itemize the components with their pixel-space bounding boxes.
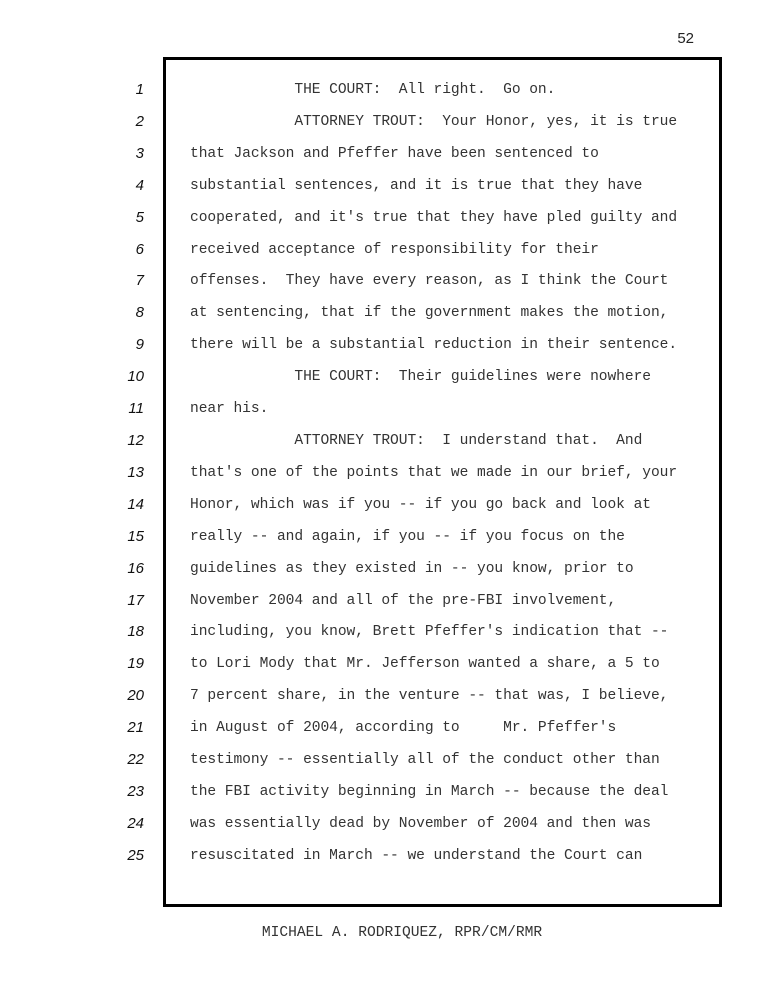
transcript-line: offenses. They have every reason, as I think the Court [190, 273, 669, 290]
transcript-line: guidelines as they existed in -- you know, prior to [190, 560, 634, 577]
line-number: 4 [135, 176, 144, 194]
line-number: 14 [127, 495, 144, 513]
line-number: 23 [127, 782, 144, 800]
transcript-line: THE COURT: All right. Go on. [190, 82, 556, 98]
line-number: 3 [135, 144, 144, 162]
transcript-line: at sentencing, that if the government makes the motion, [190, 305, 669, 322]
transcript-line: that Jackson and Pfeffer have been sentenced to [190, 145, 599, 162]
transcript-line: was essentially dead by November of 2004 and then was [190, 815, 651, 832]
transcript-line: Honor, which was if you -- if you go back and look at [190, 496, 651, 513]
line-number: 25 [127, 846, 144, 864]
transcript-line: November 2004 and all of the pre-FBI involvement, [190, 592, 617, 609]
page-number: 52 [677, 30, 694, 47]
line-number: 7 [135, 272, 144, 290]
transcript-line: received acceptance of responsibility for their [190, 241, 599, 258]
line-number: 9 [135, 336, 144, 354]
line-number: 13 [127, 463, 144, 481]
transcript-line: ATTORNEY TROUT: Your Honor, yes, it is true [190, 113, 678, 130]
transcript-line: cooperated, and it's true that they have pled guilty and [190, 209, 678, 226]
line-number: 10 [127, 368, 144, 386]
transcript-line: THE COURT: Their guidelines were nowhere [190, 369, 651, 386]
line-number-column [90, 78, 144, 876]
line-number: 8 [135, 304, 144, 322]
line-number: 20 [127, 687, 144, 705]
line-number: 12 [127, 431, 144, 449]
transcript-line: 7 percent share, in the venture -- that was, I believe, [190, 688, 669, 705]
transcript-line: the FBI activity beginning in March -- because the deal [190, 783, 669, 800]
transcript-body [190, 78, 715, 876]
line-number: 15 [127, 527, 144, 545]
transcript-line: ATTORNEY TROUT: I understand that. And [190, 432, 643, 449]
transcript-line: testimony -- essentially all of the conduct other than [190, 752, 660, 769]
reporter-footer: MICHAEL A. RODRIQUEZ, RPR/CM/RMR [261, 925, 543, 941]
transcript-line: to Lori Mody that Mr. Jefferson wanted a share, a 5 to [190, 656, 660, 673]
transcript-line: in August of 2004, according to Mr. Pfeffer's [190, 720, 617, 737]
transcript-line: that's one of the points that we made in our brief, your [190, 464, 678, 481]
line-number: 16 [127, 559, 144, 577]
line-number: 6 [135, 240, 144, 258]
transcript-line: really -- and again, if you -- if you focus on the [190, 528, 625, 545]
line-number: 5 [135, 208, 144, 226]
line-number: 19 [127, 655, 144, 673]
line-number: 18 [127, 623, 144, 641]
line-number: 11 [128, 400, 144, 418]
line-number: 2 [135, 112, 144, 130]
transcript-line: including, you know, Brett Pfeffer's indication that -- [190, 624, 669, 641]
transcript-line: near his. [190, 401, 269, 418]
transcript-line: there will be a substantial reduction in their sentence. [190, 337, 678, 354]
line-number: 1 [135, 81, 144, 98]
line-number: 24 [127, 814, 144, 832]
transcript-line: resuscitated in March -- we understand the Court can [190, 847, 643, 864]
line-number: 17 [127, 591, 144, 609]
transcript-line: substantial sentences, and it is true that they have [190, 177, 643, 194]
line-number: 22 [127, 751, 144, 769]
line-number: 21 [127, 719, 144, 737]
